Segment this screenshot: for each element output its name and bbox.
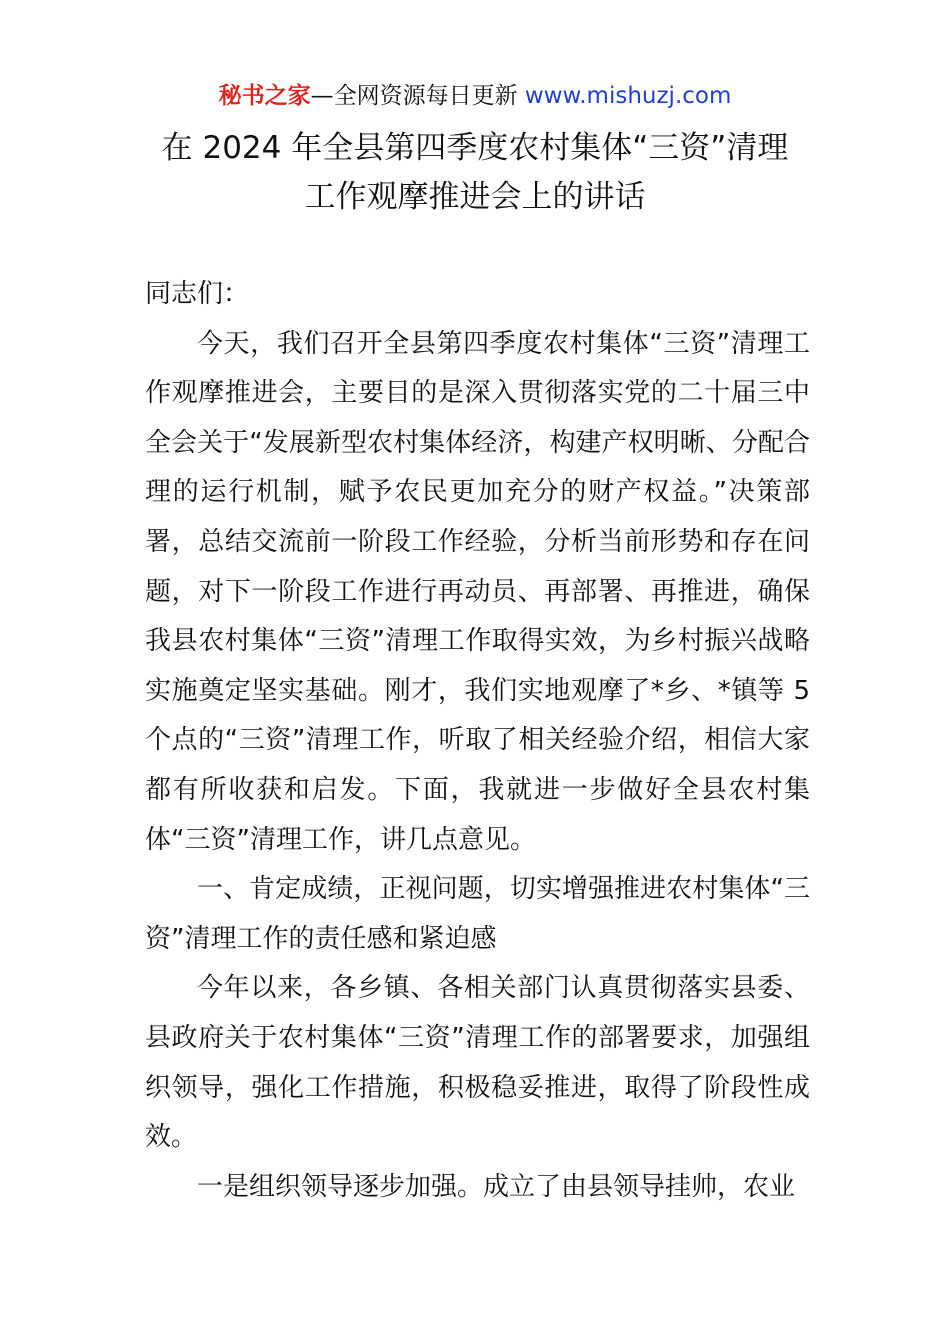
- section-heading-1: 一、肯定成绩，正视问题，切实增强推进农村集体“三资”清理工作的责任感和紧迫感: [145, 874, 810, 954]
- site-url[interactable]: www.mishuzj.com: [524, 83, 732, 109]
- site-header: [0, 80, 950, 112]
- title-line-2: 工作观摩推进会上的讲话: [304, 179, 646, 215]
- site-tagline: —全网资源每日更新: [310, 83, 525, 109]
- paragraph-intro: 今天，我们召开全县第四季度农村集体“三资”清理工作观摩推进会，主要目的是深入贯彻落实党的二十届三中全会关于“发展新型农村集体经济，构建产权明晰、分配合理的运行机制，赋予农民更加充分的财产权益。”决策部署，总结交流前一阶段工作经验，分析当前形势和存在问题，对下一阶段工作进行再动员、再部署、再推进，确保我县农村集体“三资”清理工作取得实效，为乡村振兴战略实施奠定坚实基础。刚才，我们实地观摩了*乡、*镇等 5 个点的“三资”清理工作，听取了相关经验介绍，相信大家都有所收获和启发。下面，我就进一步做好全县农村集体“三资”清理工作，讲几点意见。: [145, 328, 810, 855]
- document-body: [145, 270, 810, 1212]
- paragraph-progress: 今年以来，各乡镇、各相关部门认真贯彻落实县委、县政府关于农村集体“三资”清理工作的部署要求，加强组织领导，强化工作措施，积极稳妥推进，取得了阶段性成效。: [145, 973, 810, 1153]
- title-line-1: 在 2024 年全县第四季度农村集体“三资”清理: [161, 130, 789, 166]
- document-title: [100, 124, 850, 222]
- site-brand: 秘书之家: [218, 83, 311, 109]
- paragraph-point-1: 一是组织领导逐步加强。成立了由县领导挂帅，农业: [197, 1171, 796, 1202]
- salutation: 同志们：: [145, 279, 250, 309]
